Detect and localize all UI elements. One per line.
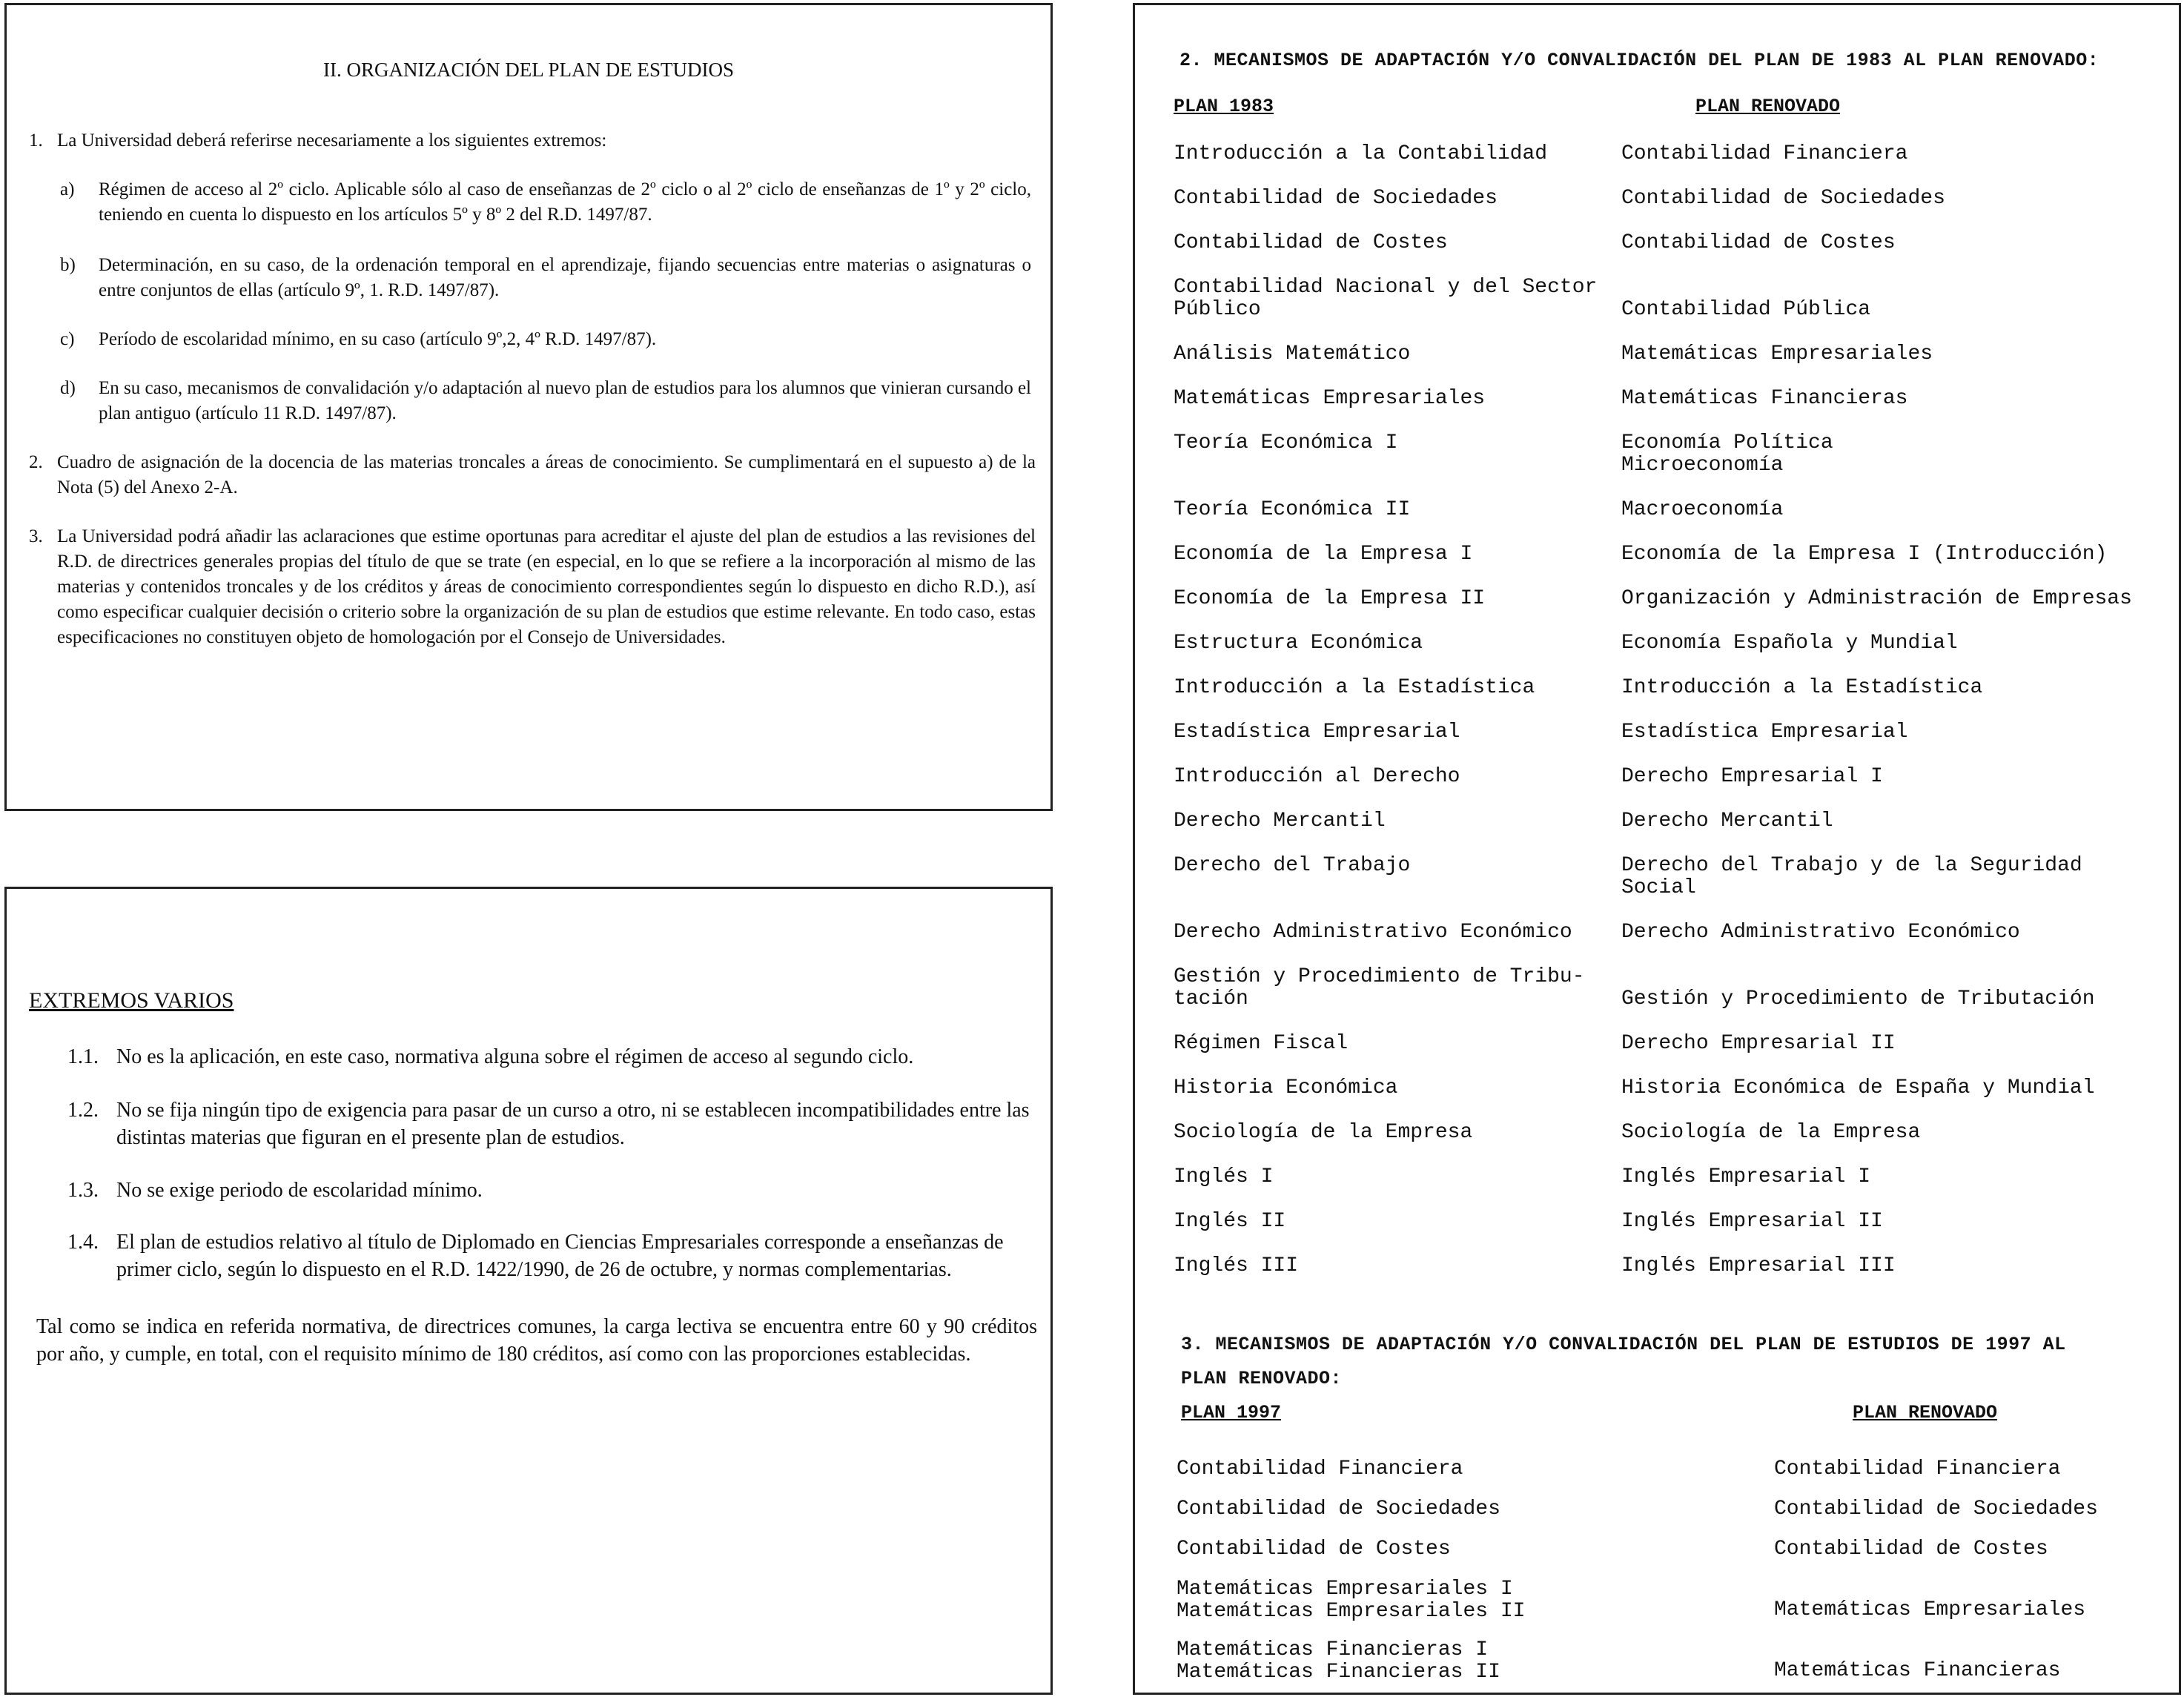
section-3-title-line-1: 3. MECANISMOS DE ADAPTACIÓN Y/O CONVALIDACIÓN DEL PLAN DE ESTUDIOS DE 1997 AL [1181, 1334, 2066, 1355]
plan-renovado-subject: Contabilidad de Costes [1621, 231, 1896, 254]
plan-1983-subject: Inglés III [1174, 1254, 1299, 1277]
plan-1983-subject: Contabilidad Nacional y del Sector Público [1174, 276, 1598, 321]
plan-renovado-subject: Organización y Administración de Empresas [1621, 587, 2132, 610]
plan-renovado-subject: Contabilidad Financiera [1621, 142, 1908, 165]
sub-item-label: d) [60, 378, 76, 398]
plan-renovado-subject: Derecho Empresarial II [1621, 1032, 1896, 1055]
sub-item-label: b) [60, 255, 76, 275]
extremo-number: 1.2. [67, 1099, 99, 1122]
section-3-col-left: PLAN 1997 [1181, 1402, 1282, 1423]
plan-1983-subject: Derecho Administrativo Económico [1174, 921, 1572, 944]
plan-1983-subject: Estructura Económica [1174, 632, 1423, 655]
plan-renovado-subject: Matemáticas Empresariales [1621, 343, 1933, 365]
item-text: La Universidad podrá añadir las aclaraciones que estime oportunas para acreditar el ajuste del plan de estudios a las revisiones del R.D. de directrices generales propias del título de que se trate (en especial, en lo que se refiere a la incorporación al mismo de las materias y contenidos troncales y de los créditos y áreas de conocimiento correspondientes según lo dispuesto en dicho R.D.), así como especificar cualquier decisión o criterio sobre la organización de su plan de estudios que estime relevante. En todo caso, estas especificaciones no constituyen objeto de homologación por el Consejo de Universidades. [57, 526, 1036, 647]
plan-renovado-subject: Contabilidad Financiera [1774, 1458, 2061, 1481]
plan-1983-subject: Derecho del Trabajo [1174, 854, 1411, 877]
plan-1997-subject: Matemáticas Empresariales I Matemáticas Empresariales II [1177, 1578, 1526, 1623]
plan-renovado-subject: Macroeconomía [1621, 498, 1784, 521]
plan-1997-subject: Contabilidad de Sociedades [1177, 1498, 1500, 1521]
item-number: 3. [29, 526, 43, 546]
sub-item-text: Período de escolaridad mínimo, en su caso (artículo 9º,2, 4º R.D. 1497/87). [99, 329, 657, 349]
plan-renovado-subject: Contabilidad de Sociedades [1621, 187, 1945, 210]
plan-renovado-subject: Historia Económica de España y Mundial [1621, 1076, 2095, 1099]
item-number: 1. [29, 130, 43, 150]
plan-1983-subject: Teoría Económica II [1174, 498, 1411, 521]
plan-1983-subject: Gestión y Procedimiento de Tribu- tación [1174, 965, 1585, 1010]
plan-1983-subject: Introducción a la Contabilidad [1174, 142, 1548, 165]
plan-1997-subject: Contabilidad Financiera [1177, 1458, 1463, 1481]
plan-renovado-subject: Economía Española y Mundial [1621, 632, 1958, 655]
plan-1983-subject: Estadística Empresarial [1174, 721, 1460, 744]
plan-renovado-subject: Inglés Empresarial I [1621, 1165, 1871, 1188]
section-2-title: 2. MECANISMOS DE ADAPTACIÓN Y/O CONVALIDACIÓN DEL PLAN DE 1983 AL PLAN RENOVADO: [1179, 50, 2099, 71]
extremo-text: No se exige periodo de escolaridad mínimo. [116, 1179, 483, 1202]
extremo-text: El plan de estudios relativo al título de Diplomado en Ciencias Empresariales corresponde a enseñanzas de primer ciclo, según lo dispuesto en el R.D. 1422/1990, de 26 de octubre, y normas complementarias. [116, 1231, 1004, 1281]
plan-renovado-subject: Matemáticas Financieras [1621, 387, 1908, 410]
plan-1983-subject: Derecho Mercantil [1174, 810, 1386, 833]
plan-renovado-subject: Derecho Administrativo Económico [1621, 921, 2020, 944]
plan-renovado-subject: Matemáticas Financieras [1774, 1659, 2061, 1682]
plan-renovado-subject: Derecho Mercantil [1621, 810, 1833, 833]
plan-renovado-subject: Economía Política Microeconomía [1621, 431, 1833, 477]
plan-1983-subject: Inglés I [1174, 1165, 1274, 1188]
plan-renovado-subject: Inglés Empresarial II [1621, 1210, 1883, 1233]
plan-1983-subject: Sociología de la Empresa [1174, 1121, 1473, 1144]
plan-1983-subject: Economía de la Empresa II [1174, 587, 1486, 610]
section-3-title-line-2: PLAN RENOVADO: [1181, 1368, 1343, 1389]
plan-1983-subject: Análisis Matemático [1174, 343, 1411, 365]
plan-1983-subject: Régimen Fiscal [1174, 1032, 1349, 1055]
plan-1997-subject: Matemáticas Financieras I Matemáticas Financieras II [1177, 1638, 1500, 1684]
plan-renovado-subject: Contabilidad de Sociedades [1774, 1498, 2098, 1521]
plan-1997-subject: Contabilidad de Costes [1177, 1538, 1451, 1561]
organizacion-panel [4, 3, 1053, 811]
section-3-col-right: PLAN RENOVADO [1853, 1402, 1998, 1423]
mecanismos-panel [1133, 3, 2181, 1695]
extremos-paragraph: Tal como se indica en referida normativa, de directrices comunes, la carga lectiva se encuentra entre 60 y 90 créditos por año, y cumple, en total, con el requisito mínimo de 180 créditos, así como con las proporciones establecidas. [36, 1315, 1037, 1366]
plan-1983-subject: Introducción a la Estadística [1174, 676, 1535, 699]
item-number: 2. [29, 452, 43, 472]
plan-renovado-subject: Contabilidad Pública [1621, 298, 1871, 321]
extremos-panel [4, 887, 1053, 1695]
sub-item-text: En su caso, mecanismos de convalidación y/o adaptación al nuevo plan de estudios para los alumnos que vinieran cursando el plan antiguo (artículo 11 R.D. 1497/87). [99, 378, 1031, 423]
plan-1983-subject: Matemáticas Empresariales [1174, 387, 1486, 410]
plan-renovado-subject: Derecho Empresarial I [1621, 765, 1883, 788]
extremo-number: 1.4. [67, 1231, 99, 1254]
plan-renovado-subject: Sociología de la Empresa [1621, 1121, 1921, 1144]
plan-renovado-subject: Derecho del Trabajo y de la Seguridad Social [1621, 854, 2082, 899]
plan-1983-subject: Historia Económica [1174, 1076, 1398, 1099]
plan-1983-subject: Contabilidad de Costes [1174, 231, 1448, 254]
plan-renovado-subject: Matemáticas Empresariales [1774, 1598, 2086, 1621]
section-2-col-right: PLAN RENOVADO [1695, 96, 1841, 117]
plan-renovado-subject: Inglés Empresarial III [1621, 1254, 1896, 1277]
item-text: Cuadro de asignación de la docencia de las materias troncales a áreas de conocimiento. Se cumplimentará en el supuesto a) de la Nota (5) del Anexo 2-A. [57, 452, 1036, 497]
section-2-col-left: PLAN 1983 [1174, 96, 1274, 117]
sub-item-text: Régimen de acceso al 2º ciclo. Aplicable sólo al caso de enseñanzas de 2º ciclo o al 2º ciclo de enseñanzas de 1º y 2º ciclo, teniendo en cuenta lo dispuesto en los artículos 5º y 8º 2 del R.D. 1497/87. [99, 179, 1031, 225]
plan-renovado-subject: Introducción a la Estadística [1621, 676, 1983, 699]
plan-1983-subject: Contabilidad de Sociedades [1174, 187, 1498, 210]
plan-renovado-subject: Contabilidad de Costes [1774, 1538, 2048, 1561]
plan-1983-subject: Economía de la Empresa I [1174, 543, 1473, 566]
extremo-text: No se fija ningún tipo de exigencia para pasar de un curso a otro, ni se establecen incompatibilidades entre las distintas materias que figuran en el presente plan de estudios. [116, 1099, 1030, 1149]
plan-1983-subject: Teoría Económica I [1174, 431, 1398, 454]
section-title: II. ORGANIZACIÓN DEL PLAN DE ESTUDIOS [323, 59, 734, 81]
plan-1983-subject: Introducción al Derecho [1174, 765, 1460, 788]
plan-renovado-subject: Economía de la Empresa I (Introducción) [1621, 543, 2108, 566]
extremos-heading: EXTREMOS VARIOS [29, 988, 234, 1013]
extremo-number: 1.3. [67, 1179, 99, 1202]
plan-1983-subject: Inglés II [1174, 1210, 1286, 1233]
sub-item-label: a) [60, 179, 75, 199]
extremo-number: 1.1. [67, 1045, 99, 1068]
extremo-text: No es la aplicación, en este caso, normativa alguna sobre el régimen de acceso al segundo ciclo. [116, 1045, 914, 1068]
plan-renovado-subject: Gestión y Procedimiento de Tributación [1621, 988, 2095, 1010]
sub-item-text: Determinación, en su caso, de la ordenación temporal en el aprendizaje, fijando secuencias entre materias o asignaturas o entre conjuntos de ellas (artículo 9º, 1. R.D. 1497/87). [99, 255, 1031, 300]
plan-renovado-subject: Estadística Empresarial [1621, 721, 1908, 744]
sub-item-label: c) [60, 329, 75, 349]
item-text: La Universidad deberá referirse necesariamente a los siguientes extremos: [57, 130, 607, 150]
